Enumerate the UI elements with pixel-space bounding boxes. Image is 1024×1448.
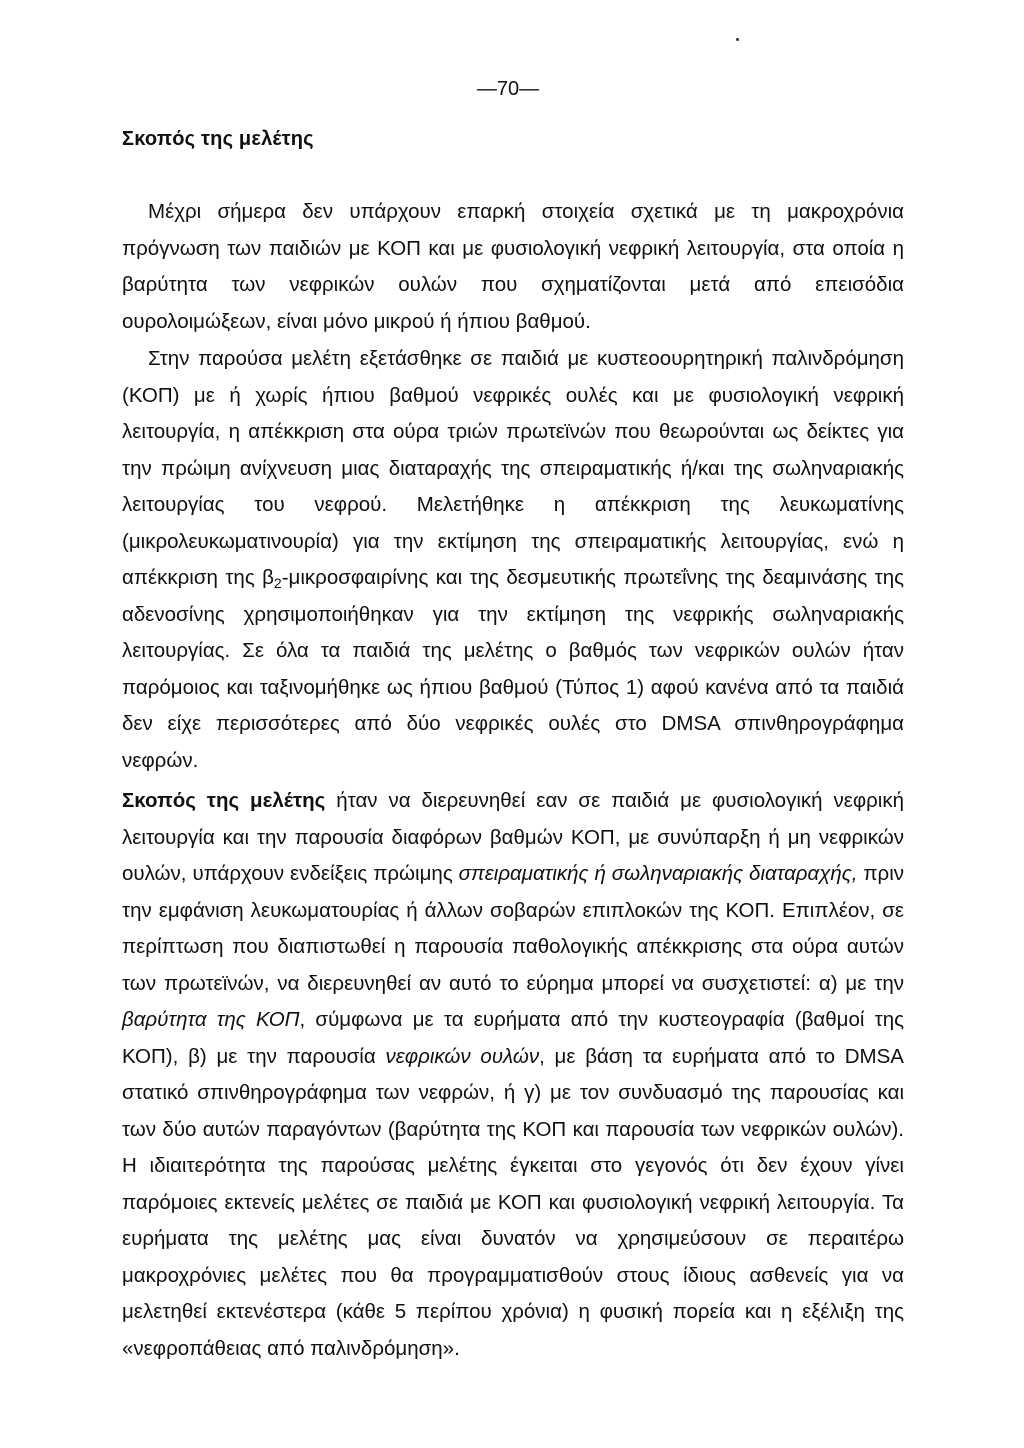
aim-text-1: ήταν να διερευνηθεί εαν σε παιδιά με φυσιολογική νεφρική λειτουργία και την παρουσία διαφόρων βαθμών ΚΟΠ, με συνύπαρξη ή μη νεφρικών ουλών, υπάρχουν ενδείξεις πρώιμης	[122, 789, 904, 885]
page-number	[0, 78, 1024, 101]
page-number-text: —70—	[476, 78, 540, 100]
scan-speck	[736, 38, 739, 41]
aim-italic-3: νεφρικών ουλών	[385, 1044, 540, 1068]
aim-italic-1: σπειραματικής ή σωληναριακής διαταραχής,	[458, 862, 858, 885]
aim-lead-bold: Σκοπός της μελέτης	[122, 789, 326, 812]
paragraph-study-part1: Στην παρούσα μελέτη εξετάσθηκε σε παιδιά με κυστεοουρητηρική παλινδρόμηση (ΚΟΠ) με ή χωρίς ήπιου βαθμού νεφρικές ουλές και με φυσιολογική νεφρική λειτουργία, η απέκκριση στα ούρα τριών πρωτεϊνών που θεωρούνται ως δείκτες για την πρώιμη ανίχνευση μιας διαταραχής της σπειραματικής ή/και της σωληναριακής λειτουργίας του νεφρού. Μελετήθηκε η απέκκριση της λευκωματίνης (μικρολευκωματινουρία) για την εκτίμηση της σπειραματικής λειτουργίας, ενώ η απέκκριση της β	[122, 347, 904, 589]
paragraph-study-part2: -μικροσφαιρίνης και της δεσμευτικής πρωτεΐνης της δεαμινάσης της αδενοσίνης χρησιμοποιήθηκαν για την εκτίμηση της νεφρικής σωληναριακής λειτουργίας. Σε όλα τα παιδιά της μελέτης ο βαθμός των νεφρικών ουλών ήταν παρόμοιος και ταξινομήθηκε ως ήπιου βαθμού (Τύπος 1) αφού κανένα από τα παιδιά δεν είχε περισσότερες από δύο νεφρικές ουλές στο DMSA σπινθηρογράφημα νεφρών.	[122, 566, 904, 772]
paragraph-study-text	[122, 341, 904, 779]
paragraph-intro-text: Μέχρι σήμερα δεν υπάρχουν επαρκή στοιχεία σχετικά με τη μακροχρόνια πρόγνωση των παιδιών με ΚΟΠ και με φυσιολογική νεφρική λειτουργία, στα οποία η βαρύτητα των νεφρικών ουλών που σχηματίζονται μετά από επεισόδια ουρολοιμώξεων, είναι μόνο μικρού ή ήπιου βαθμού.	[122, 200, 904, 333]
paragraph-aim	[122, 783, 904, 1367]
aim-italic-2: βαρύτητα της ΚΟΠ	[122, 1008, 300, 1031]
paragraph-intro	[122, 194, 904, 340]
paragraph-aim-text	[122, 783, 904, 1367]
aim-text-3: , σύμφωνα με τα ευρήματα από την κυστεογραφία (βαθμοί της ΚΟΠ), β) με την παρουσία	[122, 1008, 905, 1068]
paragraph-study	[122, 341, 904, 779]
aim-text-4: , με βάση τα ευρήματα από το DMSA στατικό σπινθηρογράφημα των νεφρών, ή γ) με τον συνδυασμό της παρουσίας και των δύο αυτών παραγόντων (βαρύτητα της ΚΟΠ και παρουσία των νεφρικών ουλών). Η ιδιαιτερότητα της παρούσας μελέτης έγκειται στο γεγονός ότι δεν έχουν γίνει παρόμοιες εκτενείς μελέτες σε παιδιά με ΚΟΠ και φυσιολογική νεφρική λειτουργία. Τα ευρήματα της μελέτης μας είναι δυνατόν να χρησιμεύσουν σε περαιτέρω μακροχρόνιες μελέτες που θα προγραμματισθούν στους ίδιους ασθενείς για να μελετηθεί εκτενέστερα (κάθε 5 περίπου χρόνια) η φυσική πορεία και η εξέλιξη της «νεφροπάθειας από παλινδρόμηση».	[122, 1044, 904, 1360]
aim-text-2: πριν την εμφάνιση λευκωματουρίας ή άλλων σοβαρών επιπλοκών της ΚΟΠ. Επιπλέον, σε περίπτωση που διαπιστωθεί η παρουσία παθολογικής απέκκρισης στα ούρα αυτών των πρωτεϊνών, να διερευνηθεί αν αυτό το εύρημα μπορεί να συσχετιστεί: α) με την	[122, 862, 904, 995]
beta-subscript: 2	[273, 575, 282, 591]
section-heading: Σκοπός της μελέτης	[122, 128, 314, 150]
